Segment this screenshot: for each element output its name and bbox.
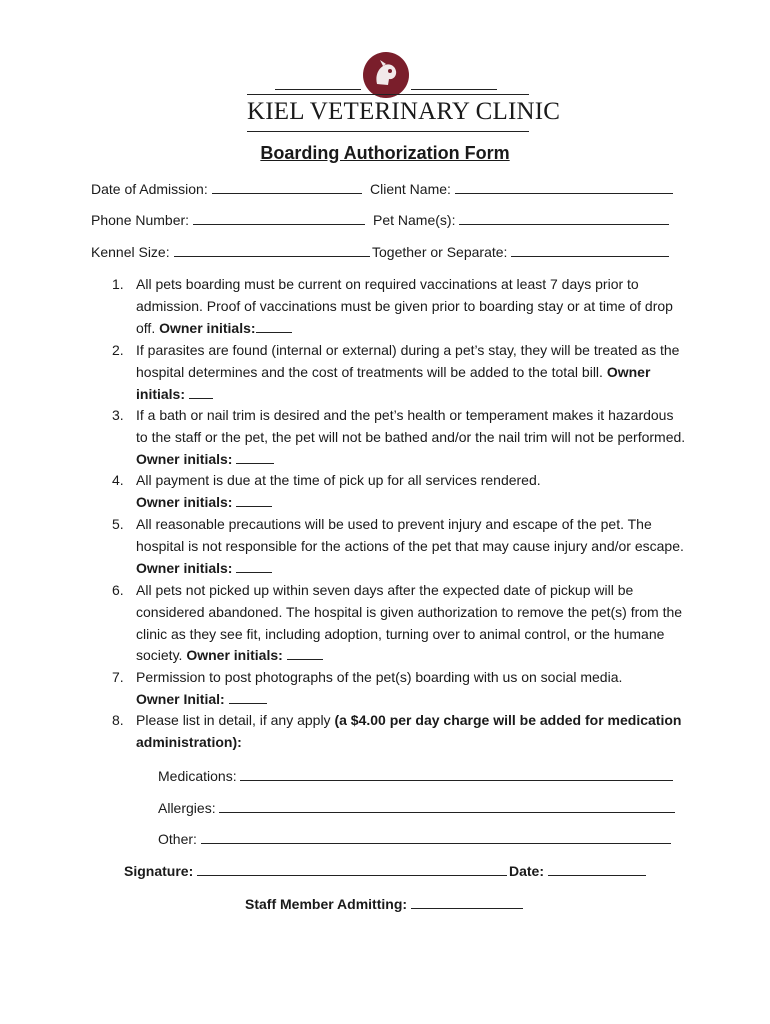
item-text: If parasites are found (internal or external) during a pet’s stay, they will be treated as the hospital determines and the cost of treatments will be added to the total bill. bbox=[136, 342, 680, 380]
medication-charge-note: (a $4.00 per day charge will be added for medication administration): bbox=[136, 712, 682, 750]
owner-initials-blank[interactable] bbox=[256, 320, 292, 333]
client-name-field[interactable] bbox=[370, 181, 673, 197]
date-field[interactable] bbox=[509, 863, 646, 879]
logo-rule-right bbox=[411, 89, 497, 90]
signature-blank[interactable] bbox=[197, 863, 507, 876]
owner-initials-label: Owner initials: bbox=[159, 319, 256, 336]
pet-names-blank[interactable] bbox=[459, 212, 669, 225]
form-title: Boarding Authorization Form bbox=[260, 143, 510, 163]
item-number: 4. bbox=[112, 472, 124, 488]
owner-initials-blank[interactable] bbox=[189, 386, 213, 399]
item-number: 3. bbox=[112, 407, 124, 423]
pet-names-label: Pet Name(s): bbox=[373, 212, 456, 228]
staff-member-field[interactable] bbox=[245, 896, 523, 912]
other-blank[interactable] bbox=[201, 831, 671, 844]
kennel-size-blank[interactable] bbox=[174, 244, 370, 257]
item-text: If a bath or nail trim is desired and the pet’s health or temperament makes it hazardous to the staff or the pet, the pet will not be bathed and/or the nail trim will not be performed. bbox=[136, 407, 686, 445]
medications-blank[interactable] bbox=[240, 768, 673, 781]
owner-initials-label: Owner initials: bbox=[136, 559, 233, 576]
together-separate-field[interactable] bbox=[372, 244, 669, 260]
item-text: All reasonable precautions will be used to prevent injury and escape of the pet. The hospital is not responsible for the actions of the pet that may cause injury and/or escape. bbox=[136, 516, 684, 554]
logo-rule-bottom bbox=[247, 131, 529, 132]
item-text: Please list in detail, if any apply bbox=[136, 712, 331, 728]
date-blank[interactable] bbox=[548, 863, 646, 876]
item-text: All pets not picked up within seven days after the expected date of pickup will be considered abandoned. The hospital is given authorization to remove the pet(s) from the clinic as they see fit, including adoption, turning over to animal control, or the humane society. bbox=[136, 582, 683, 664]
owner-initials-blank[interactable] bbox=[287, 647, 323, 660]
item-number: 2. bbox=[112, 342, 124, 358]
item-number: 6. bbox=[112, 582, 124, 598]
item-text: All pets boarding must be current on required vaccinations at least 7 days prior to admission. Proof of vaccinations must be given prior to boarding stay or at time of drop off. bbox=[136, 276, 673, 336]
item-number: 1. bbox=[112, 276, 124, 292]
owner-initials-label: Owner initials: bbox=[186, 647, 283, 664]
together-separate-blank[interactable] bbox=[511, 244, 669, 257]
owner-initial-label: Owner Initial: bbox=[136, 690, 225, 707]
signature-label: Signature: bbox=[124, 863, 194, 879]
owner-initials-label: Owner initials: bbox=[136, 493, 233, 510]
pet-emblem-icon bbox=[363, 52, 409, 98]
client-name-label: Client Name: bbox=[370, 181, 451, 197]
medications-label: Medications: bbox=[158, 768, 237, 784]
together-separate-label: Together or Separate: bbox=[372, 244, 508, 260]
client-name-blank[interactable] bbox=[455, 181, 673, 194]
medications-field[interactable] bbox=[158, 768, 673, 784]
kennel-size-field[interactable] bbox=[91, 244, 370, 260]
owner-initials-label: Owner initials: bbox=[136, 450, 233, 467]
signature-field[interactable] bbox=[124, 863, 507, 879]
staff-member-label: Staff Member Admitting: bbox=[245, 896, 408, 912]
date-of-admission-field[interactable] bbox=[91, 181, 362, 197]
item-text: All payment is due at the time of pick up for all services rendered. bbox=[136, 472, 541, 488]
other-label: Other: bbox=[158, 831, 197, 847]
kennel-size-label: Kennel Size: bbox=[91, 244, 170, 260]
phone-number-blank[interactable] bbox=[193, 212, 365, 225]
logo-rule-top bbox=[247, 94, 529, 95]
item-text: Permission to post photographs of the pet(s) boarding with us on social media. bbox=[136, 669, 623, 685]
item-number: 5. bbox=[112, 516, 124, 532]
staff-member-blank[interactable] bbox=[411, 896, 523, 909]
owner-initials-blank[interactable] bbox=[236, 494, 272, 507]
owner-initial-blank[interactable] bbox=[229, 691, 267, 704]
date-label: Date: bbox=[509, 863, 545, 879]
allergies-label: Allergies: bbox=[158, 800, 216, 816]
owner-initials-label: Owner initials: bbox=[136, 363, 651, 402]
item-number: 7. bbox=[112, 669, 124, 685]
other-field[interactable] bbox=[158, 831, 671, 847]
allergies-blank[interactable] bbox=[219, 800, 675, 813]
item-number: 8. bbox=[112, 712, 124, 728]
owner-initials-blank[interactable] bbox=[236, 560, 272, 573]
owner-initials-blank[interactable] bbox=[236, 451, 274, 464]
date-of-admission-blank[interactable] bbox=[212, 181, 362, 194]
logo-rule-left bbox=[275, 89, 361, 90]
date-of-admission-label: Date of Admission: bbox=[91, 181, 208, 197]
clinic-logo bbox=[247, 52, 561, 136]
allergies-field[interactable] bbox=[158, 800, 675, 816]
phone-number-field[interactable] bbox=[91, 212, 365, 228]
pet-names-field[interactable] bbox=[373, 212, 669, 228]
clinic-name: KIEL VETERINARY CLINIC bbox=[247, 98, 561, 125]
phone-number-label: Phone Number: bbox=[91, 212, 190, 228]
